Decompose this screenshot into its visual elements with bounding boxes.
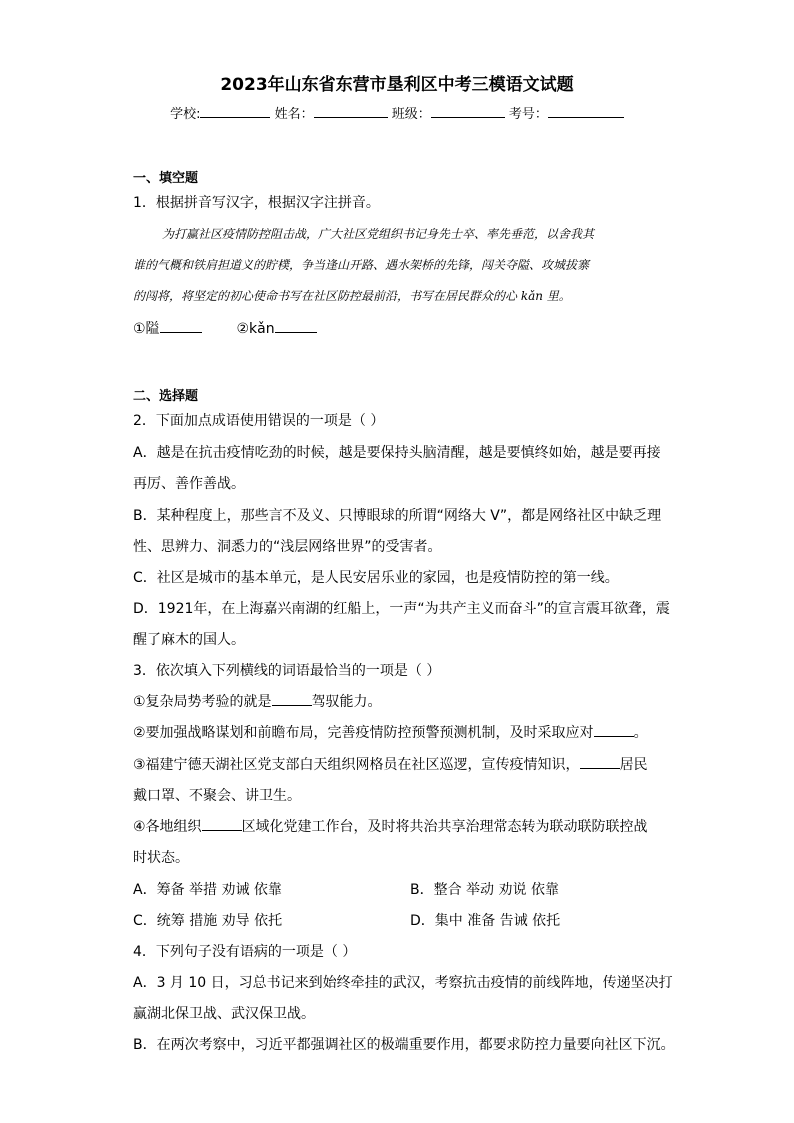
class-blank[interactable] — [431, 104, 505, 118]
passage-line: 谁的气概和铁肩担道义的貯樸，争当逢山开路、遇水架桥的先锋，闯关夺隘、攻城拔寨 — [133, 258, 590, 272]
item-text: 。 — [633, 725, 648, 741]
question-3-stem: 3．依次填入下列横线的词语最恰当的一项是（ ） — [133, 663, 441, 679]
answer-2-blank[interactable] — [275, 320, 317, 333]
item-text: 时状态。 — [133, 850, 189, 866]
answer-1-blank[interactable] — [160, 320, 202, 333]
option-line: A．3 月 10 日，习总书记来到始终牵挂的武汉，考察抗击疫情的前线阵地，传递坚决打 — [133, 975, 673, 991]
school-blank[interactable] — [200, 104, 270, 118]
option-line: 醒了麻木的国人。 — [133, 632, 245, 648]
name-label: 姓名： — [274, 107, 314, 122]
item-text: ①复杂局势考验的就是 — [133, 694, 272, 710]
section-heading-choice: 二、选择题 — [133, 389, 199, 404]
item-text: 驾驭能力。 — [311, 694, 382, 710]
option-line: B．在两次考察中，习近平都强调社区的极端重要作用，都要求防控力量要向社区下沉。 — [133, 1037, 675, 1053]
section-heading-fill-blank: 一、填空题 — [133, 171, 199, 186]
item-text: ③福建宁德天湖社区党支部白天组织网格员在社区巡逻，宣传疫情知识， — [133, 757, 580, 773]
fill-blank[interactable] — [594, 724, 634, 737]
option-line: 再厉、善作善战。 — [133, 476, 245, 492]
option-d[interactable]: D．集中 准备 告诫 依托 — [410, 913, 561, 929]
question-1-answers — [133, 318, 317, 338]
option-a[interactable]: A．筹备 举措 劝诫 依靠 — [133, 882, 282, 898]
fill-blank[interactable] — [202, 818, 242, 831]
fill-blank[interactable] — [580, 756, 620, 769]
question-3-item — [133, 722, 648, 742]
item-text: 区域化党建工作台，及时将共治共享治理常态转为联动联防联控战 — [241, 819, 648, 835]
option-line: A．越是在抗击疫情吃劲的时候，越是要保持头脑清醒，越是要慎终如始，越是要再接 — [133, 445, 661, 461]
item-text: 居民 — [619, 757, 648, 773]
question-3-item — [133, 816, 648, 836]
student-info-line — [0, 103, 794, 122]
answer-2-label: ②kǎn — [236, 321, 275, 337]
item-text: 戴口罩、不聚会、讲卫生。 — [133, 788, 301, 804]
option-line: D．1921年，在上海嘉兴南湖的红船上，一声“为共产主义而奋斗”的宣言震耳欲聋，震 — [133, 601, 670, 617]
option-line: 赢湖北保卫战、武汉保卫战。 — [133, 1006, 315, 1022]
question-3-item — [133, 691, 382, 711]
exam-number-blank[interactable] — [548, 104, 624, 118]
passage-line: 的闯将，将坚定的初心使命书写在社区防控最前沿，书写在居民群众的心 kǎn 里。 — [133, 289, 571, 303]
item-text: ②要加强战略谋划和前瞻布局，完善疫情防控预警预测机制，及时采取应对 — [133, 725, 594, 741]
item-text: ④各地组织 — [133, 819, 202, 835]
question-4-stem: 4．下列句子没有语病的一项是（ ） — [133, 944, 357, 960]
exam-number-label: 考号： — [508, 107, 548, 122]
passage-line: 为打赢社区疫情防控阻击战，广大社区党组织书记身先士卒、率先垂范，以舍我其 — [162, 227, 595, 241]
option-line: C．社区是城市的基本单元，是人民安居乐业的家园，也是疫情防控的第一线。 — [133, 570, 619, 586]
option-line: B．某种程度上，那些言不及义、只博眼球的所谓“网络大 V”，都是网络社区中缺乏理 — [133, 508, 662, 524]
question-2-stem: 2．下面加点成语使用错误的一项是（ ） — [133, 413, 385, 429]
fill-blank[interactable] — [272, 693, 312, 706]
option-c[interactable]: C．统筹 措施 劝导 依托 — [133, 913, 283, 929]
page-title: 2023年山东省东营市垦利区中考三模语文试题 — [220, 75, 574, 95]
answer-1-label: ①隘 — [133, 321, 160, 337]
question-1-stem: 1．根据拼音写汉字，根据汉字注拼音。 — [133, 195, 380, 211]
option-line: 性、思辨力、洞悉力的“浅层网络世界”的受害者。 — [133, 539, 442, 555]
question-3-item — [133, 785, 301, 805]
question-3-item — [133, 754, 648, 774]
school-label: 学校: — [170, 107, 201, 122]
class-label: 班级： — [391, 107, 431, 122]
question-3-item — [133, 847, 189, 867]
option-b[interactable]: B．整合 举动 劝说 依靠 — [410, 882, 559, 898]
name-blank[interactable] — [314, 104, 388, 118]
